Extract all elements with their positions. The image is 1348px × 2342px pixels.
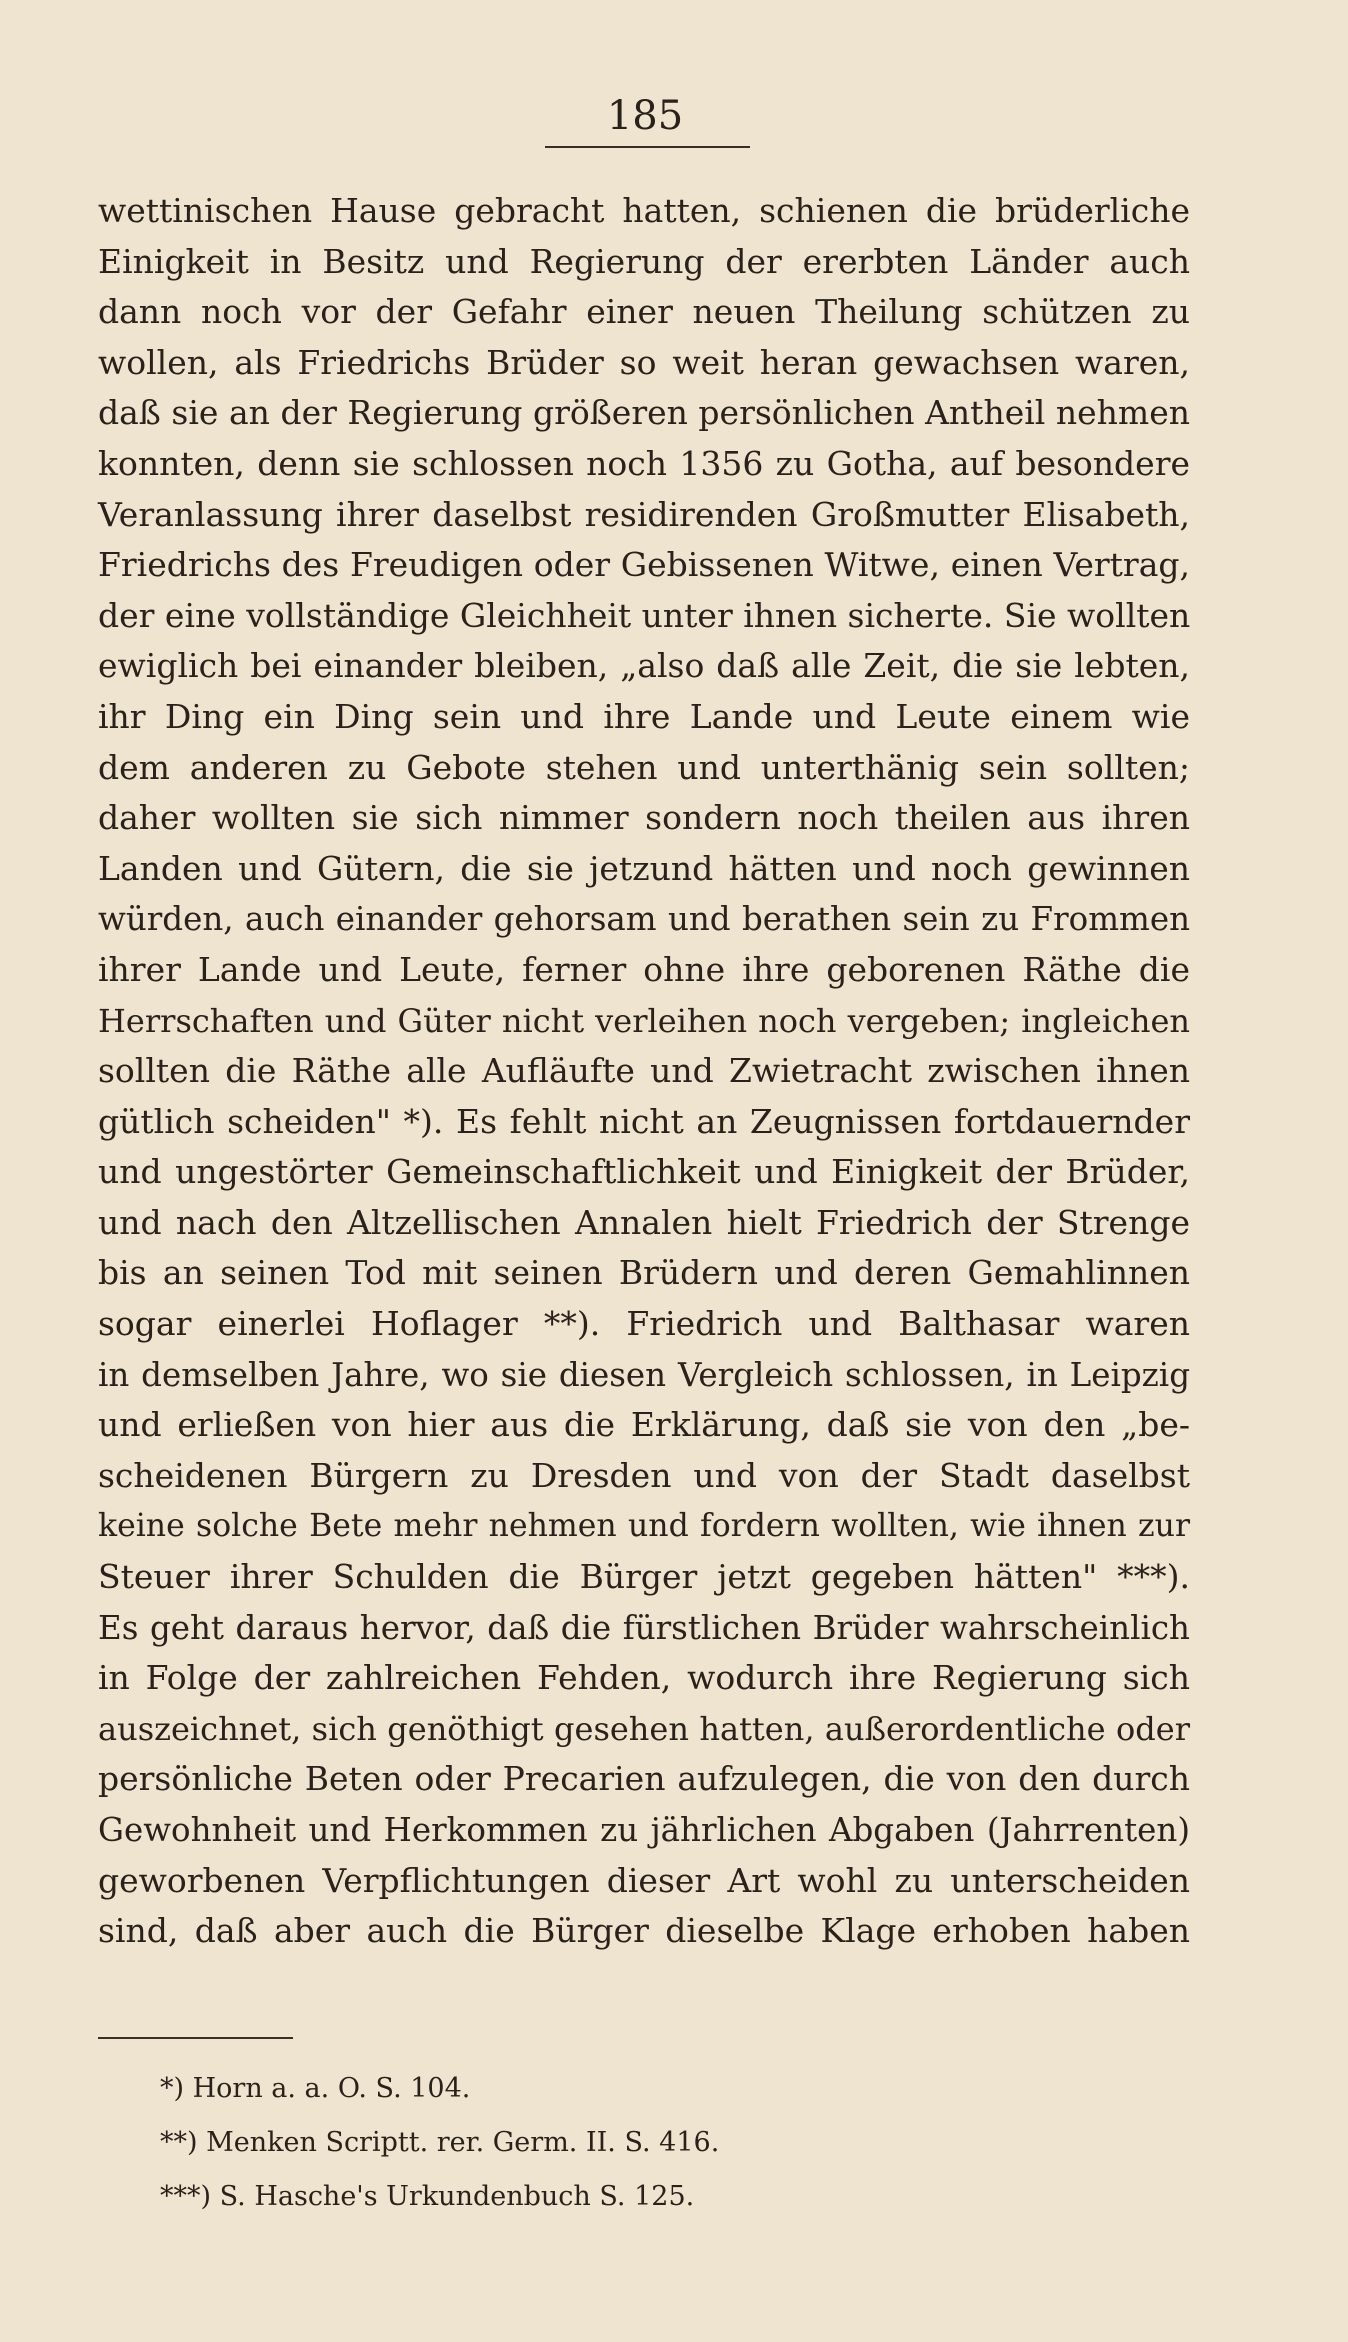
text-line: auszeichnet, sich genöthigt gesehen hatten, außerordentliche oder xyxy=(98,1709,1190,1748)
text-line: sind, daß aber auch die Bürger dieselbe Klage erhoben haben xyxy=(98,1911,1190,1951)
text-line: daher wollten sie sich nimmer sondern noch theilen aus ihren xyxy=(98,798,1190,838)
footnote: ***) S. Hasche's Urkundenbuch S. 125. xyxy=(160,2181,695,2212)
text-line: dem anderen zu Gebote stehen und unterthänig sein sollten; xyxy=(98,747,1190,787)
footnote-rule xyxy=(98,2037,293,2039)
header-rule xyxy=(545,146,750,148)
page-number: 185 xyxy=(606,93,684,139)
text-line: wollen, als Friedrichs Brüder so weit heran gewachsen waren, xyxy=(98,342,1190,382)
text-line: Einigkeit in Besitz und Regierung der ererbten Länder auch xyxy=(98,241,1190,281)
text-line: gütlich scheiden" *). Es fehlt nicht an Zeugnissen fortdauernder xyxy=(98,1101,1190,1141)
text-line: bis an seinen Tod mit seinen Brüdern und deren Gemahlinnen xyxy=(98,1253,1190,1293)
text-line: konnten, denn sie schlossen noch 1356 zu Gotha, auf besondere xyxy=(98,443,1190,483)
text-line: wettinischen Hause gebracht hatten, schienen die brüderliche xyxy=(98,191,1190,230)
footnote: **) Menken Scriptt. rer. Germ. II. S. 416. xyxy=(160,2127,720,2158)
text-line: in demselben Jahre, wo sie diesen Vergleich schlossen, in Leipzig xyxy=(98,1355,1190,1394)
text-line: und nach den Altzellischen Annalen hielt Friedrich der Strenge xyxy=(98,1202,1190,1242)
footnotes xyxy=(160,2062,1160,2224)
text-line: Steuer ihrer Schulden die Bürger jetzt gegeben hätten" ***). xyxy=(98,1557,1190,1597)
footnote: *) Horn a. a. O. S. 104. xyxy=(160,2073,471,2104)
text-line: würden, auch einander gehorsam und berathen sein zu Frommen xyxy=(98,900,1190,939)
text-line: Friedrichs des Freudigen oder Gebissenen Witwe, einen Vertrag, xyxy=(98,545,1190,585)
text-line: Herrschaften und Güter nicht verleihen noch vergeben; ingleichen xyxy=(98,1001,1190,1040)
text-line: sollten die Räthe alle Aufläufte und Zwietracht zwischen ihnen xyxy=(98,1051,1190,1091)
text-line: sogar einerlei Hoflager **). Friedrich und Balthasar waren xyxy=(98,1304,1190,1344)
text-line: Veranlassung ihrer daselbst residirenden Großmutter Elisabeth, xyxy=(98,494,1190,534)
body-text xyxy=(98,186,1190,1957)
text-line: daß sie an der Regierung größeren persönlichen Antheil nehmen xyxy=(98,393,1190,433)
text-line: in Folge der zahlreichen Fehden, wodurch ihre Regierung sich xyxy=(98,1658,1190,1698)
text-line: Es geht daraus hervor, daß die fürstlichen Brüder wahrscheinlich xyxy=(98,1608,1190,1647)
text-line: persönliche Beten oder Precarien aufzulegen, die von den durch xyxy=(98,1759,1190,1799)
text-line: dann noch vor der Gefahr einer neuen Theilung schützen zu xyxy=(98,292,1190,332)
text-line: scheidenen Bürgern zu Dresden und von der Stadt daselbst xyxy=(98,1455,1190,1495)
text-line: und ungestörter Gemeinschaftlichkeit und Einigkeit der Brüder, xyxy=(98,1152,1190,1192)
text-line: ihr Ding ein Ding sein und ihre Lande und Leute einem wie xyxy=(98,696,1190,736)
text-line: Gewohnheit und Herkommen zu jährlichen Abgaben (Jahrrenten) xyxy=(98,1811,1190,1849)
text-line: geworbenen Verpflichtungen dieser Art wohl zu unterscheiden xyxy=(98,1860,1190,1900)
text-line: keine solche Bete mehr nehmen und fordern wollten, wie ihnen zur xyxy=(98,1508,1190,1545)
text-line: und erließen von hier aus die Erklärung, daß sie von den „be- xyxy=(98,1405,1190,1445)
text-line: der eine vollständige Gleichheit unter ihnen sicherte. Sie wollten xyxy=(98,595,1191,635)
text-line: ewiglich bei einander bleiben, „also daß alle Zeit, die sie lebten, xyxy=(98,646,1190,686)
text-line: Landen und Gütern, die sie jetzund hätten und noch gewinnen xyxy=(98,848,1190,888)
text-line: ihrer Lande und Leute, ferner ohne ihre geborenen Räthe die xyxy=(98,949,1190,989)
